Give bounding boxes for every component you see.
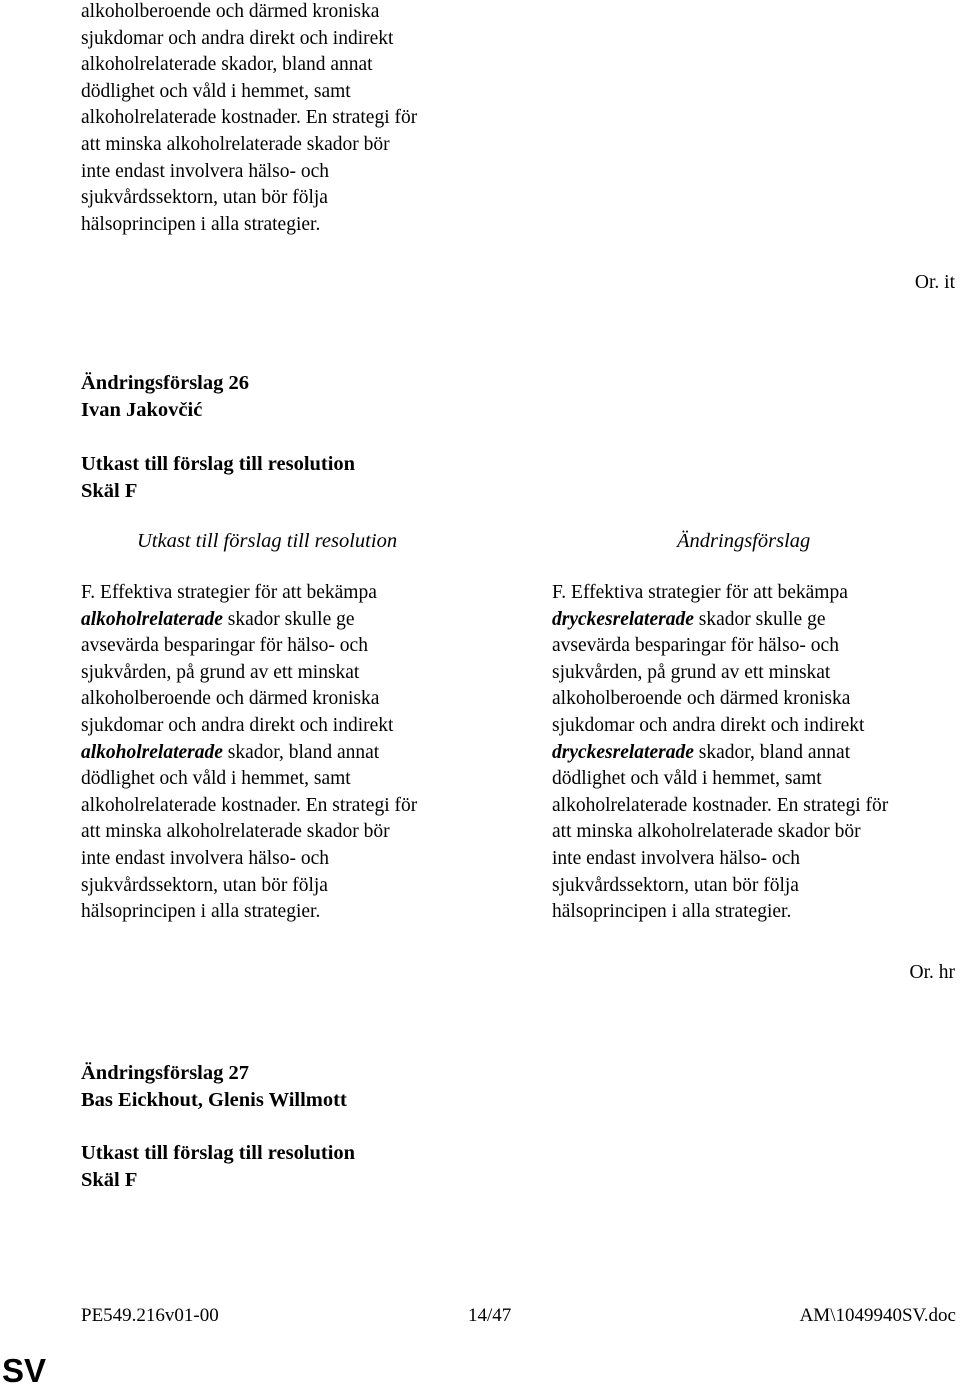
text-line: inte endast involvera hälso- och: [81, 160, 330, 182]
text-line: inte endast involvera hälso- och: [552, 847, 801, 869]
text-line: alkoholberoende och därmed kroniska: [81, 688, 380, 710]
text-line: sjukdomar och andra direkt och indirekt: [552, 714, 865, 736]
text-line: [81, 740, 417, 767]
text-line: sjukvårdssektorn, utan bör följa: [81, 874, 328, 896]
language-code: SV: [2, 1352, 47, 1389]
text-line: sjukdomar och andra direkt och indirekt: [81, 27, 394, 49]
text-line: avsevärda besparingar för hälso- och: [552, 635, 839, 657]
text-line: alkoholberoende och därmed kroniska: [81, 1, 380, 22]
amendment-subject: Utkast till förslag till resolution: [81, 453, 356, 475]
amendment-author: Ivan Jakovčić: [81, 399, 203, 421]
text-line: F. Effektiva strategier för att bekämpa: [552, 582, 848, 603]
text-line: dödlighet och våld i hemmet, samt: [81, 80, 351, 102]
text-line: dödlighet och våld i hemmet, samt: [552, 768, 822, 790]
amendment-section: Skäl F: [81, 1169, 138, 1191]
footer-page-number: 14/47: [468, 1305, 512, 1326]
amended-term: dryckesrelaterade: [552, 608, 694, 630]
text-line: [552, 607, 888, 634]
text-line: alkoholrelaterade kostnader. En strategi för: [552, 794, 889, 816]
right-column-header: Ändringsförslag: [677, 530, 811, 552]
text-line: sjukdomar och andra direkt och indirekt: [81, 714, 394, 736]
text-line: sjukvården, på grund av ett minskat: [552, 661, 831, 683]
continuation-paragraph: [81, 0, 417, 238]
text-line: hälsoprincipen i alla strategier.: [81, 213, 321, 235]
original-language-label: Or. hr: [909, 962, 955, 983]
amendment-27-target: [81, 1140, 355, 1194]
text-line: sjukvårdssektorn, utan bör följa: [81, 187, 328, 209]
original-language-label: Or. it: [914, 272, 955, 293]
text-line: hälsoprincipen i alla strategier.: [81, 901, 321, 923]
amendment-26-heading: [81, 370, 249, 424]
right-column-text: [552, 580, 888, 926]
text-span: skador, bland annat: [222, 741, 380, 763]
text-line: [81, 607, 417, 634]
left-column-header: Utkast till förslag till resolution: [137, 530, 398, 552]
amendment-26-target: [81, 451, 355, 505]
text-line: alkoholrelaterade kostnader. En strategi för: [81, 107, 418, 129]
amended-term: alkoholrelaterade: [81, 741, 223, 763]
text-line: alkoholberoende och därmed kroniska: [552, 688, 851, 710]
left-column-text: [81, 580, 417, 926]
amendment-section: Skäl F: [81, 480, 138, 502]
amendment-27-heading: [81, 1060, 347, 1114]
text-line: sjukvården, på grund av ett minskat: [81, 661, 360, 683]
text-line: att minska alkoholrelaterade skador bör: [81, 133, 390, 155]
footer-file-name: AM\1049940SV.doc: [799, 1305, 956, 1326]
text-line: F. Effektiva strategier för att bekämpa: [81, 582, 377, 603]
text-line: inte endast involvera hälso- och: [81, 847, 330, 869]
amendment-authors: Bas Eickhout, Glenis Willmott: [81, 1089, 347, 1111]
amended-term: dryckesrelaterade: [552, 741, 694, 763]
text-line: [552, 740, 888, 767]
text-line: att minska alkoholrelaterade skador bör: [552, 821, 861, 843]
amended-term: alkoholrelaterade: [81, 608, 223, 630]
text-span: skador skulle ge: [693, 608, 826, 630]
text-line: att minska alkoholrelaterade skador bör: [81, 821, 390, 843]
text-line: alkoholrelaterade skador, bland annat: [81, 54, 373, 76]
amendment-title: Ändringsförslag 26: [81, 372, 250, 394]
footer-doc-ref: PE549.216v01-00: [81, 1305, 219, 1326]
amendment-title: Ändringsförslag 27: [81, 1062, 250, 1084]
text-line: sjukvårdssektorn, utan bör följa: [552, 874, 799, 896]
text-line: alkoholrelaterade kostnader. En strategi för: [81, 794, 418, 816]
amendment-subject: Utkast till förslag till resolution: [81, 1142, 356, 1164]
text-line: avsevärda besparingar för hälso- och: [81, 635, 368, 657]
text-line: hälsoprincipen i alla strategier.: [552, 901, 792, 923]
text-span: skador, bland annat: [693, 741, 851, 763]
text-span: skador skulle ge: [222, 608, 355, 630]
text-line: dödlighet och våld i hemmet, samt: [81, 768, 351, 790]
